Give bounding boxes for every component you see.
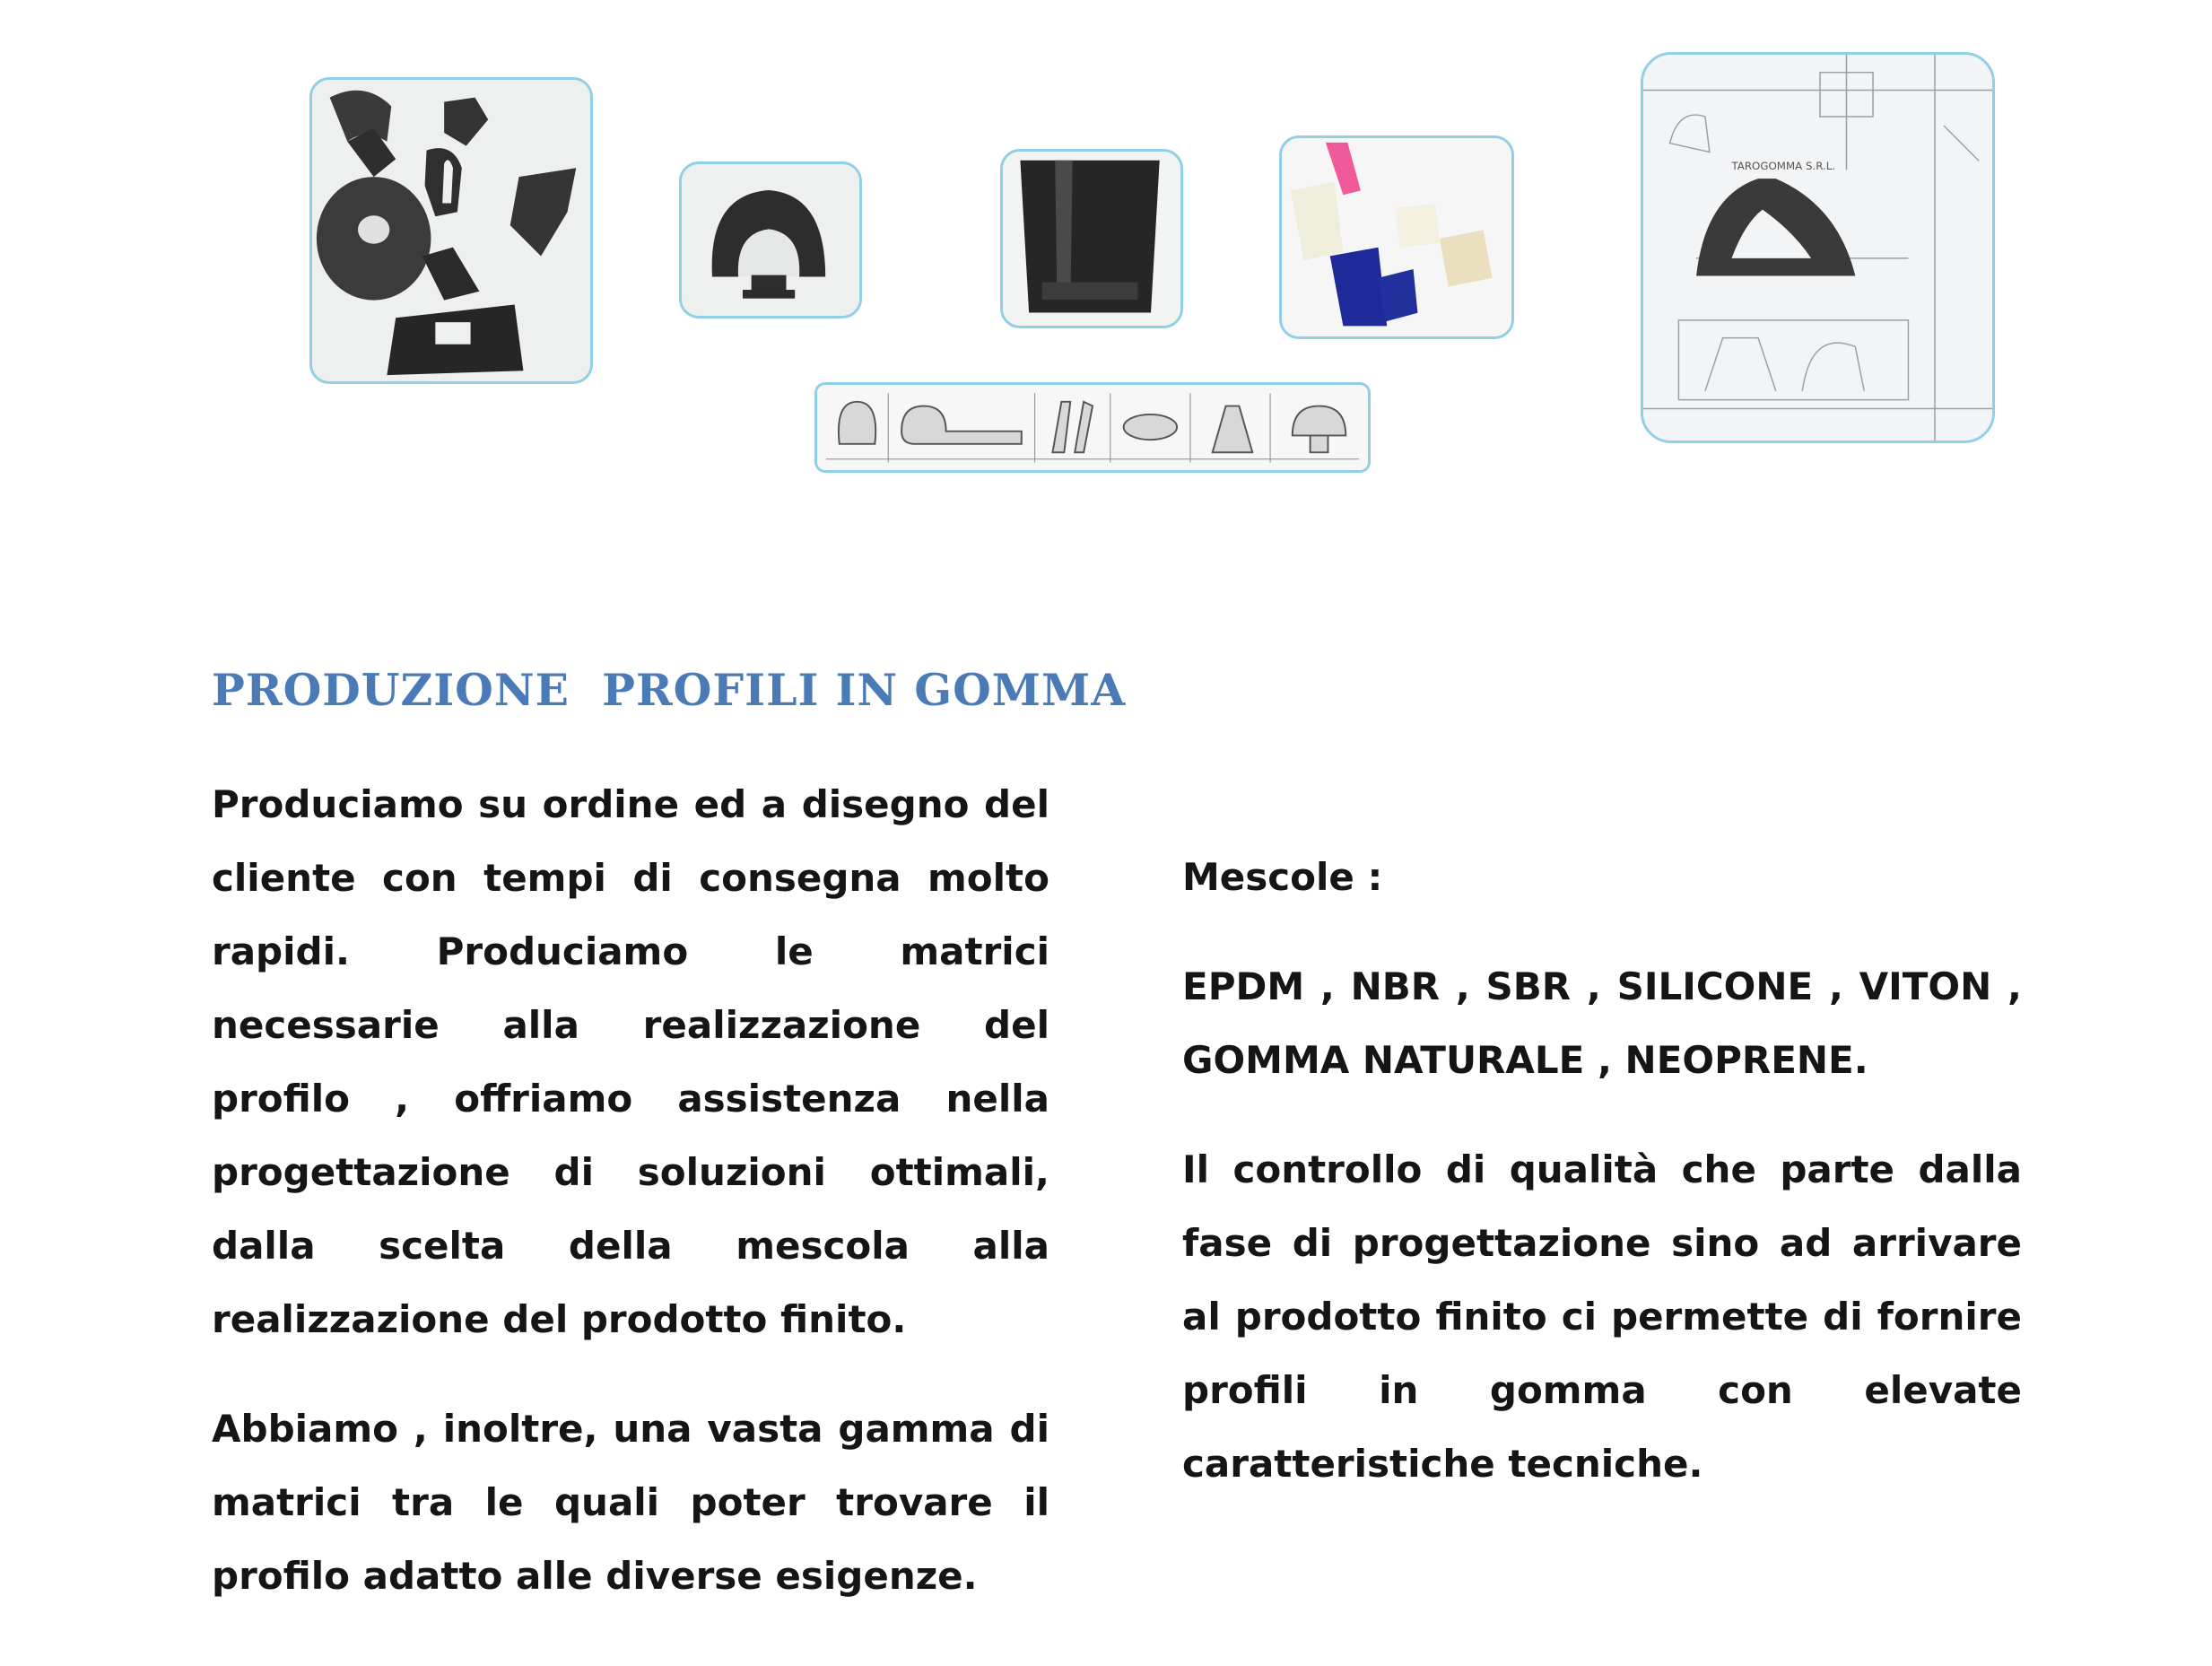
intro-paragraph: Produciamo su ordine ed a disegno del cliente con tempi di consegna molto rapidi. Produciamo le matrici necessarie alla realizzazione del profilo , offriamo assistenza nella progettazione di soluzioni ottimali, dalla scelta della mescola alla realizzazione del prodotto finito.	[212, 782, 1049, 1341]
profile-sections-drawing	[814, 382, 1371, 473]
quality-paragraph: Il controllo di qualità che parte dalla fase di progettazione sino ad arrivare al prodotto finito ci permette di fornire profili in gomma con elevate caratteristiche tecniche.	[1182, 1147, 2022, 1486]
long-channel-profile-photo	[1000, 149, 1183, 328]
matrices-paragraph: Abbiamo , inoltre, una vasta gamma di matrici tra le quali poter trovare il profilo adatto alle diverse esigenze.	[212, 1407, 1049, 1598]
compounds-list: EPDM , NBR , SBR , SILICONE , VITON , GOMMA NATURALE , NEOPRENE.	[1182, 964, 2022, 1082]
drawing-stamp-text: TAROGOMMA S.R.L.	[1731, 160, 1836, 173]
left-column	[212, 768, 1049, 1649]
colored-silicone-profiles-photo	[1279, 135, 1514, 339]
section-heading: PRODUZIONE PROFILI IN GOMMA	[212, 664, 1127, 716]
technical-drawing-photo	[1641, 52, 1995, 443]
right-column	[1182, 841, 2022, 1537]
rounded-profile-photo	[679, 161, 862, 318]
compounds-label: Mescole :	[1182, 855, 1383, 899]
rubber-profiles-assortment-photo	[309, 77, 593, 384]
